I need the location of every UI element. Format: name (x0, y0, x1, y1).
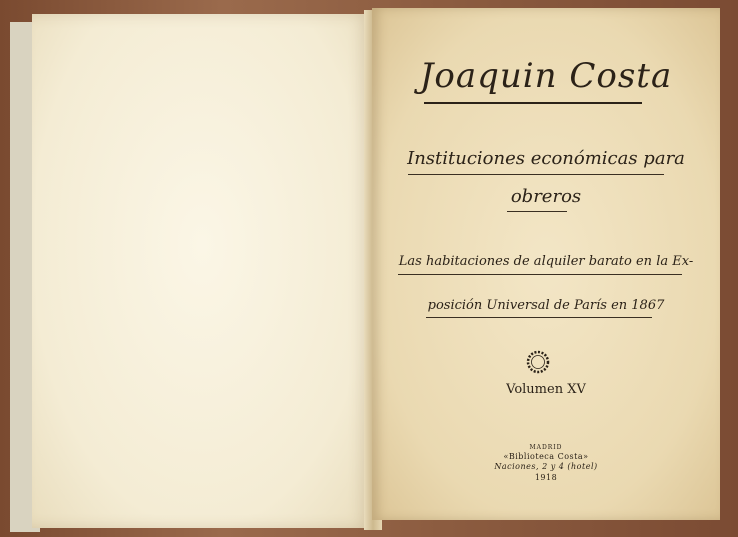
subtitle-underline-1 (398, 274, 682, 275)
book-title-line-1: Instituciones económicas para (407, 148, 685, 169)
blank-left-page (32, 14, 372, 528)
imprint-year: 1918 (534, 473, 558, 482)
title-underline-2 (507, 211, 567, 212)
volume-label: Volumen XV (506, 382, 586, 397)
imprint-publisher: «Biblioteca Costa» (503, 452, 589, 461)
author-underline (424, 102, 642, 104)
book-title-line-2: obreros (510, 186, 582, 207)
title-page (372, 8, 720, 520)
subtitle-line-2: posición Universal de París en 1867 (427, 298, 665, 313)
title-underline-1 (408, 174, 664, 175)
imprint-address: Naciones, 2 y 4 (hotel) (494, 462, 598, 471)
circle-ornament-icon (524, 348, 552, 376)
imprint-city: MADRID (529, 444, 563, 451)
author-name: Joaquin Costa (419, 56, 673, 96)
subtitle-line-1: Las habitaciones de alquiler barato en la Ex- (398, 254, 694, 269)
subtitle-underline-2 (426, 317, 652, 318)
